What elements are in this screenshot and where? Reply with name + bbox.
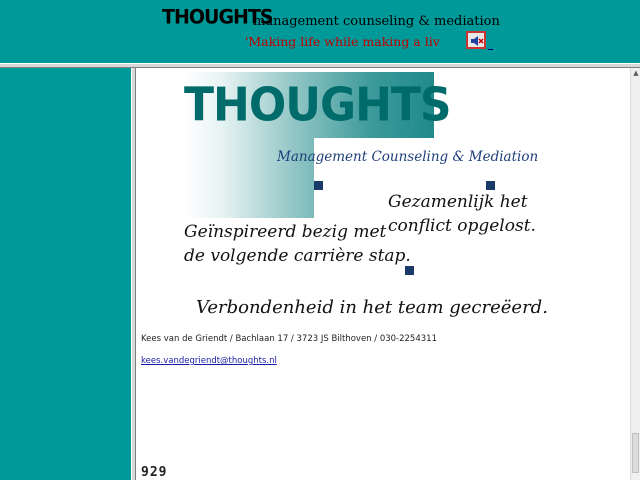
bullet-square-icon [314,181,323,190]
bullet-square-icon [486,181,495,190]
visitor-counter: 929 [141,465,168,480]
slogan-conflict-line2: conflict opgelost. [388,216,536,236]
slogan-inspired-line2: de volgende carrière stap. [184,246,411,266]
vertical-scrollbar[interactable] [630,68,640,480]
slogan-inspired [184,220,411,268]
link-underline [488,49,493,50]
slogan-conflict-line1: Gezamenlijk het [388,192,528,212]
scroll-up-icon[interactable]: ▲ [633,69,639,77]
slogan-inspired-line1: Geïnspireerd bezig met [184,222,387,242]
top-logo: THOUGHTS [162,5,273,29]
logo-subtitle: Management Counseling & Mediation [277,149,539,165]
main-content-frame [136,68,630,480]
contact-address: Kees van de Griendt / Bachlaan 17 / 3723 JS Bilthoven / 030-2254311 [141,334,437,344]
scrollbar-thumb[interactable] [632,433,639,473]
scrolling-motto: 'Making life while making a liv [245,34,440,49]
slogan-team: Verbondenheid in het team gecreëerd. [196,297,548,318]
top-frame [0,0,640,63]
left-nav-frame [0,68,131,480]
slogan-conflict [388,190,536,238]
speaker-icon [470,35,484,47]
sound-toggle-button[interactable] [466,31,486,49]
email-link[interactable]: kees.vandegriendt@thoughts.nl [141,356,277,366]
logo-title: THOUGHTS [184,78,451,133]
top-tagline: management counseling & mediation [253,14,500,29]
